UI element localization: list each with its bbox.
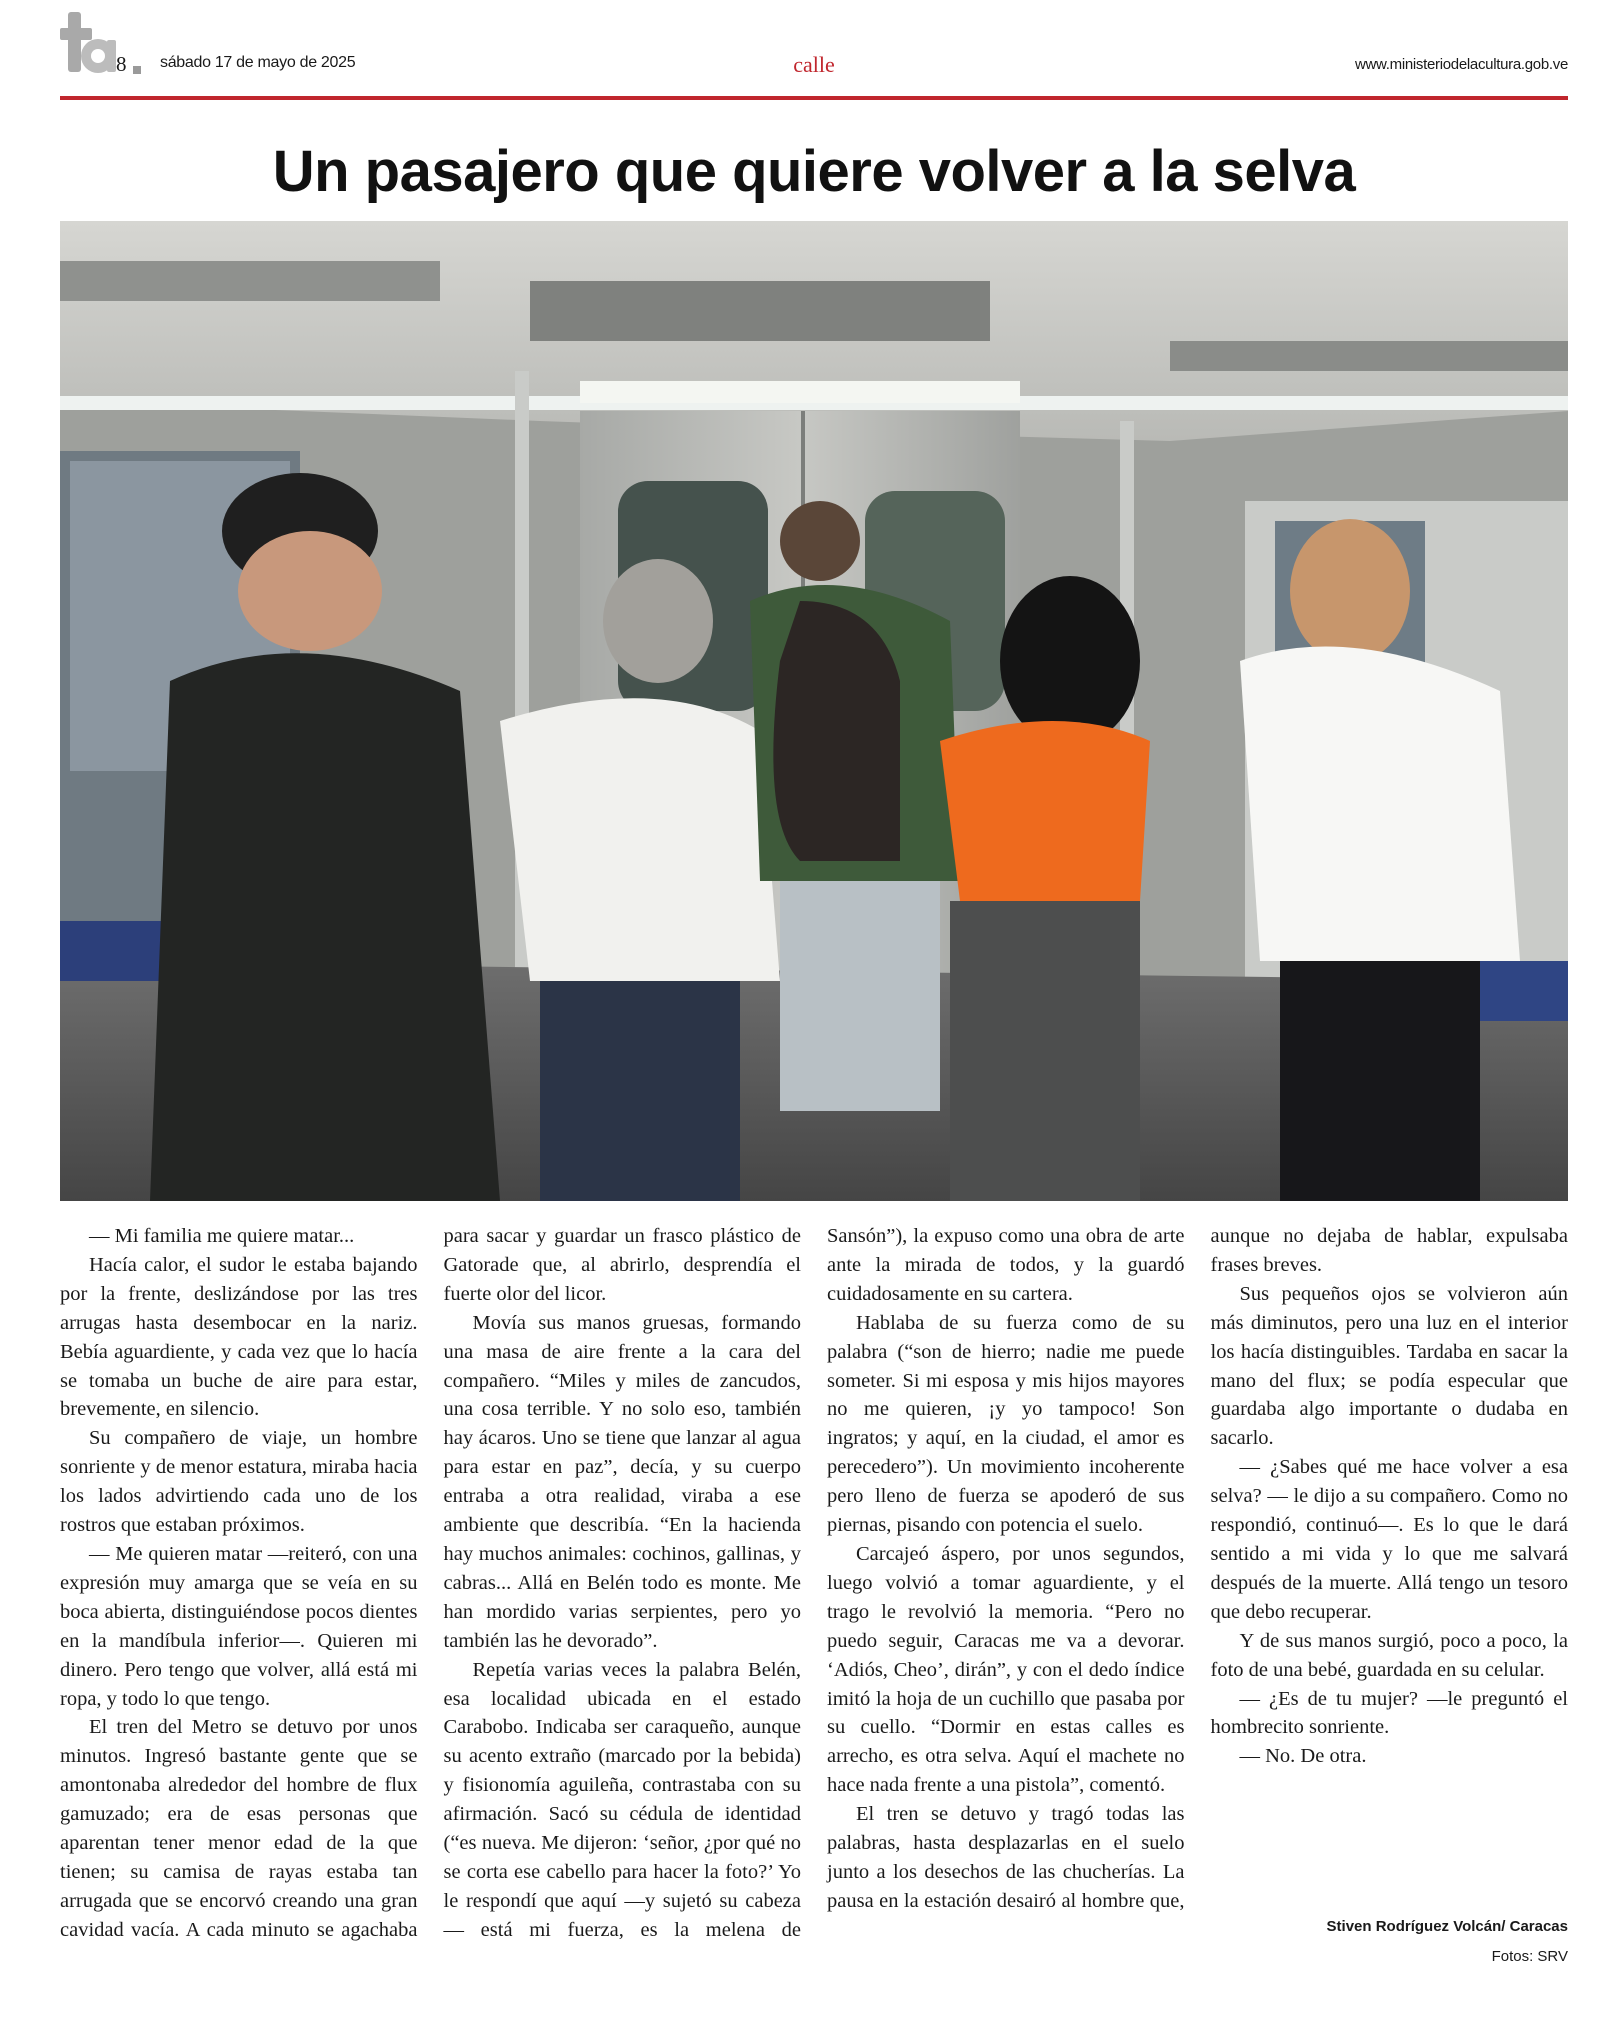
section-name: calle [793,52,835,77]
article-paragraph: Repetía varias veces la palabra Belén, esa localidad ubicada en el estado Carabobo. Indicaba ser caraqueño, aunque su acento extraño (marcado por la bebida) y fisionomía aguileña, contrastaba con su afirmación. Sacó su cédula de identidad (“es nueva. Me dijeron: ‘señor, ¿por qué no se corta ese cabello para hacer la foto?’ Yo le respondí que aquí —y sujetó su cabeza— está mi fuerza, es la melena de Sansón”), la expuso como una obra de arte ante la mirada de todos, y la guardó cuidadosamente en su cartera. [443,1225,1185,1941]
article-paragraph: El tren se detuvo y tragó todas las palabras, hasta desplazarlas en el suelo junto a los desechos de las chucherías. La pausa en la estación desairó al hombre que, aunque no dejaba de hablar, expulsaba frases breves. [827,1225,1568,1912]
article-paragraph: — ¿Sabes qué me hace volver a esa selva? — le dijo a su compañero. Como no respondió, continuó—. Es lo que le dará sentido a mi vida y lo que me salvará después de la muerte. Allá tengo un tesoro que debo recuperar. [1210,1456,1568,1623]
page-number: 8 [116,52,127,76]
header-rule [60,96,1568,100]
article-paragraph: — Me quieren matar —reiteró, con una expresión muy amarga que se veía en su boca abierta, distinguiéndose pocos dientes en la mandíbula inferior—. Quieren mi dinero. Pero tengo que volver, allá está mi ropa, y todo lo que tengo. [60,1542,418,1710]
article-paragraph: Hacía calor, el sudor le estaba bajando por la frente, deslizándose por las tres arrugas hasta desembocar en la nariz. Bebía aguardiente, y cada vez que lo hacía se tomaba un buche de aire para estar, brevemente, en silencio. [60,1253,418,1421]
photo-credit: Fotos: SRV [1491,1948,1568,1965]
article-paragraph: Sus pequeños ojos se volvieron aún más diminutos, pero una luz en el interior los hacía distinguibles. Tardaba en sacar la mano del flux; se podía especular que guardaba algo importante o dudaba en sacarlo. [1210,1282,1568,1450]
article-paragraph: Hablaba de su fuerza como de su palabra (“son de hierro; nadie me puede someter. Si mi esposa y mis hijos mayores no me quieren, ¡y yo tampoco! Son ingratos; y aquí, en la ciudad, el amor es perecedero”). Un movimiento incoherente pero lleno de fuerza se apoderó de sus piernas, pisando con potencia el suelo. [827,1311,1185,1537]
article-paragraph: — No. De otra. [1239,1745,1367,1768]
article-paragraph: Movía sus manos gruesas, formando una masa de aire frente a la cara del compañero. “Miles y miles de zancudos, una cosa terrible. Y no solo eso, también hay ácaros. Uno se tiene que lanzar al agua para estar en paz”, decía, y su cuerpo entraba a otra realidad, viraba a ese ambiente que describía. “En la hacienda hay muchos animales: cochinos, gallinas, y cabras... Allá en Belén todo es monte. Me han mordido varias serpientes, pero yo también las he devorado”. [443,1311,801,1652]
article-paragraph: El tren del Metro se detuvo por unos minutos. Ingresó bastante gente que se amontonaba alrededor del hombre de flux gamuzado; era de esas personas que aparentan tener menor edad de la que tienen; su camisa de rayas estaba tan arrugada que se encorvó creando una gran cavidad vacía. A cada minuto se agachaba para sacar y guardar un frasco plástico de Gatorade que, al abrirlo, desprendía el fuerte olor del licor. [60,1225,801,1941]
article-paragraph: Y de sus manos surgió, poco a poco, la foto de una bebé, guardada en su celular. [1210,1629,1568,1681]
article-byline: Stiven Rodríguez Volcán/ Caracas [1326,1918,1568,1935]
article-paragraph: — ¿Es de tu mujer? —le preguntó el hombrecito sonriente. [1210,1687,1568,1739]
page-header [60,0,1568,98]
website-link[interactable]: www.ministeriodelacultura.gob.ve [1354,56,1568,73]
article-paragraph: Su compañero de viaje, un hombre sonriente y de menor estatura, miraba hacia los lados advirtiendo cada uno de los rostros que estaban próximos. [60,1427,418,1537]
issue-date: sábado 17 de mayo de 2025 [160,54,356,71]
metro-train-photo [60,221,1568,1201]
article-paragraph: — Mi familia me quiere matar... [89,1225,355,1247]
article-headline: Un pasajero que quiere volver a la selva [272,139,1356,204]
article-paragraph: Carcajeó áspero, por unos segundos, luego volvió a tomar aguardiente, y el trago le revolvió la memoria. “Pero no puedo seguir, Caracas me va a devorar. ‘Adiós, Cheo’, dirán”, y con el dedo índice imitó la hoja de un cuchillo que pasaba por su cuello. “Dormir en estas calles es arrecho, es otra selva. Aquí el machete no hace nada frente a una pistola”, comentó. [827,1542,1185,1797]
article-body [60,1222,1568,1967]
